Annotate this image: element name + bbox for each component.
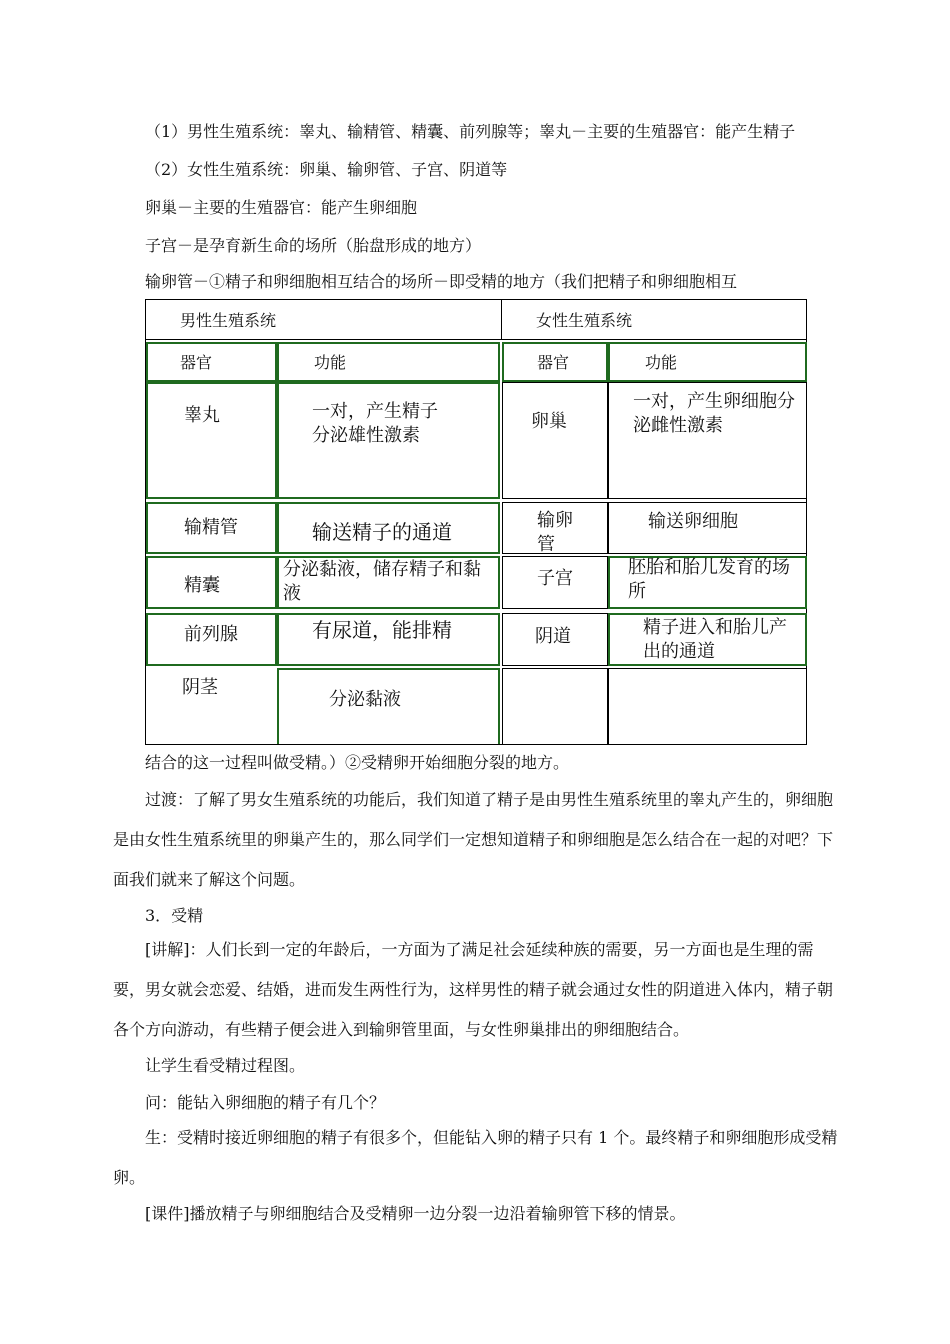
male-header-cell xyxy=(146,300,502,340)
female-organ-uterus: 子宫 xyxy=(537,568,573,589)
male-header: 男性生殖系统 xyxy=(180,311,277,330)
female-function-uterus: 胚胎和胎儿发育的场所 xyxy=(628,557,790,602)
reproductive-system-table xyxy=(145,299,807,745)
cell-box xyxy=(608,668,807,744)
male-function-prostate: 有尿道，能排精 xyxy=(312,618,452,642)
male-function-label: 功能 xyxy=(314,353,347,372)
intro-line-2: （2）女性生殖系统：卵巢、输卵管、子宫、阴道等 xyxy=(145,160,508,179)
intro-line-1: （1）男性生殖系统：睾丸、输精管、精囊、前列腺等；睾丸－主要的生殖器官：能产生精子 xyxy=(145,122,796,141)
cell-box xyxy=(146,382,277,499)
male-function-testis: 一对，产生精子 分泌雄性激素 xyxy=(312,401,438,446)
female-organ-vagina: 阴道 xyxy=(535,626,571,647)
female-organ-oviduct: 输卵管 xyxy=(537,510,573,555)
female-organ-ovary: 卵巢 xyxy=(531,411,567,432)
section-3-heading: 3．受精 xyxy=(145,906,204,925)
question-line: 问：能钻入卵细胞的精子有几个？ xyxy=(145,1093,386,1112)
cell-box xyxy=(608,342,807,382)
male-function-vas-deferens: 输送精子的通道 xyxy=(312,520,452,544)
answer-paragraph: 生：受精时接近卵细胞的精子有很多个，但能钻入卵的精子只有 1 个。最终精子和卵细胞形成受精卵。 xyxy=(113,1128,838,1187)
male-organ-vas-deferens: 输精管 xyxy=(184,517,238,538)
male-organ-testis: 睾丸 xyxy=(184,405,220,426)
courseware-line: [课件]播放精子与卵细胞结合及受精卵一边分裂一边沿着输卵管下移的情景。 xyxy=(145,1204,686,1223)
male-organ-label: 器官 xyxy=(180,353,213,372)
cell-box xyxy=(502,382,608,499)
female-organ-label: 器官 xyxy=(537,353,570,372)
lecture-paragraph: [讲解]：人们长到一定的年龄后，一方面为了满足社会延续种族的需要，另一方面也是生理的需要，男女就会恋爱、结婚，进而发生两性行为，这样男性的精子就会通过女性的阴道进入体内，精子朝各个方向游动，有些精子便会进入到输卵管里面，与女性卵巢排出的卵细胞结合。 xyxy=(113,940,834,1039)
male-organ-seminal-vesicle: 精囊 xyxy=(184,575,220,596)
intro-line-5: 输卵管－①精子和卵细胞相互结合的场所－即受精的地方（我们把精子和卵细胞相互 xyxy=(145,272,738,291)
female-header: 女性生殖系统 xyxy=(536,311,633,330)
cell-box xyxy=(502,668,608,744)
female-function-vagina: 精子进入和胎儿产出的通道 xyxy=(643,617,787,662)
female-function-label: 功能 xyxy=(645,353,678,372)
female-function-oviduct: 输送卵细胞 xyxy=(648,511,738,532)
intro-line-3: 卵巢－主要的生殖器官：能产生卵细胞 xyxy=(145,198,418,217)
male-organ-prostate: 前列腺 xyxy=(184,624,238,645)
female-function-ovary: 一对，产生卵细胞分泌雌性激素 xyxy=(633,391,795,436)
intro-line-4: 子宫－是孕育新生命的场所（胎盘形成的地方） xyxy=(145,236,482,255)
male-function-seminal-vesicle: 分泌黏液，储存精子和黏液 xyxy=(283,559,481,604)
show-line: 让学生看受精过程图。 xyxy=(145,1056,306,1075)
transition-paragraph: 过渡：了解了男女生殖系统的功能后，我们知道了精子是由男性生殖系统里的睾丸产生的，卵细胞是由女性生殖系统里的卵巢产生的，那么同学们一定想知道精子和卵细胞是怎么结合在一起的对吧？下面我们就来了解这个问题。 xyxy=(113,790,834,889)
male-function-penis: 分泌黏液 xyxy=(329,689,401,710)
female-header-cell xyxy=(502,300,807,340)
cell-box xyxy=(277,342,500,382)
after-table-line: 结合的这一过程叫做受精。）②受精卵开始细胞分裂的地方。 xyxy=(145,753,570,772)
male-organ-penis: 阴茎 xyxy=(182,677,218,698)
